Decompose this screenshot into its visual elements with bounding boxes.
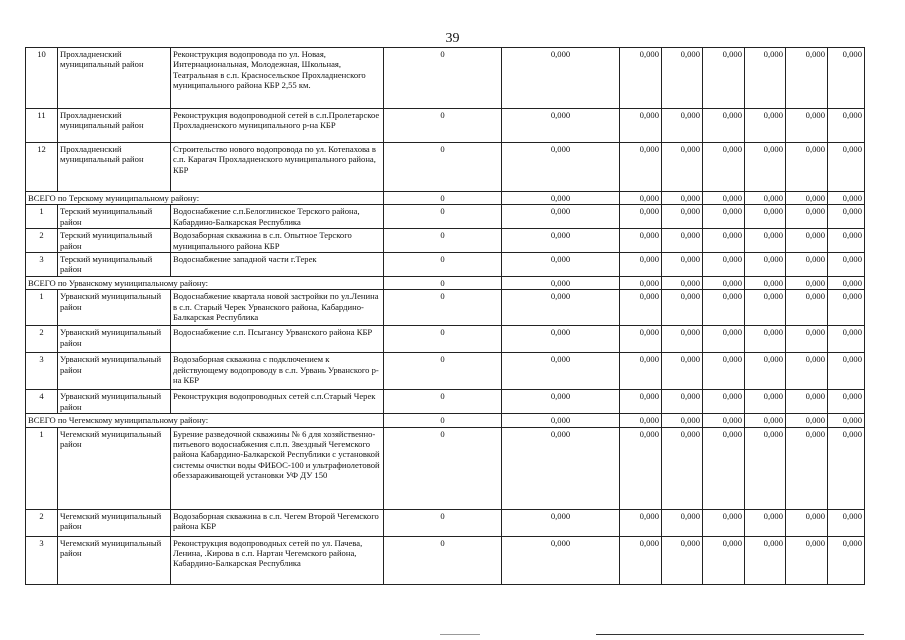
district-cell: Урванский муниципальный район [58,326,171,353]
value-cell: 0,000 [786,253,828,277]
value-cell: 0,000 [662,326,703,353]
value-total: 0,000 [502,143,620,192]
value-total: 0,000 [502,276,620,289]
value-cell: 0,000 [786,109,828,143]
value-cell: 0,000 [828,290,865,326]
value-cell: 0,000 [703,48,745,109]
value-cell: 0,000 [703,353,745,390]
row-number: 1 [26,427,58,509]
project-description: Реконструкция водопровода по ул. Новая, Интернациональная, Молодежная, Школьная, Театральная в с.п. Красносельское Прохладненского муниципального района КБР 2,55 км. [171,48,384,109]
value-cell: 0,000 [662,48,703,109]
row-number: 1 [26,205,58,229]
value-count: 0 [384,414,502,427]
value-cell: 0,000 [828,390,865,414]
value-total: 0,000 [502,290,620,326]
value-cell: 0,000 [620,427,662,509]
value-cell: 0,000 [620,536,662,584]
table-row [26,229,865,253]
project-description: Строительство нового водопровода по ул. Котепахова в с.п. Карагач Прохладненского муниципального района, КБР [171,143,384,192]
value-cell: 0,000 [662,276,703,289]
value-cell: 0,000 [620,109,662,143]
district-cell: Чегемский муниципальный район [58,427,171,509]
value-cell: 0,000 [786,509,828,536]
value-cell: 0,000 [745,276,786,289]
value-total: 0,000 [502,509,620,536]
value-total: 0,000 [502,192,620,205]
value-cell: 0,000 [703,192,745,205]
value-cell: 0,000 [828,353,865,390]
value-cell: 0,000 [745,109,786,143]
value-cell: 0,000 [620,192,662,205]
value-cell: 0,000 [620,509,662,536]
table-row [26,253,865,277]
value-cell: 0,000 [662,109,703,143]
value-cell: 0,000 [745,536,786,584]
value-cell: 0,000 [620,143,662,192]
value-cell: 0,000 [620,48,662,109]
value-count: 0 [384,509,502,536]
value-cell: 0,000 [745,509,786,536]
value-cell: 0,000 [703,326,745,353]
value-cell: 0,000 [662,253,703,277]
value-cell: 0,000 [662,143,703,192]
row-number: 11 [26,109,58,143]
table-row [26,536,865,584]
district-cell: Урванский муниципальный район [58,353,171,390]
row-number: 1 [26,290,58,326]
value-count: 0 [384,229,502,253]
table-row [26,290,865,326]
value-cell: 0,000 [786,229,828,253]
table-row [26,390,865,414]
value-cell: 0,000 [745,390,786,414]
row-number: 3 [26,253,58,277]
value-cell: 0,000 [745,290,786,326]
value-cell: 0,000 [745,229,786,253]
value-cell: 0,000 [620,276,662,289]
value-count: 0 [384,192,502,205]
project-description: Бурение разведочной скважины № 6 для хозяйственно-питьевого водоснабжения с.п.п. Звездный Чегемского района Кабардино-Балкарской Республики с установкой системы очистки воды ФИБОС-100 и ультрафиолетовой обеззараживающей установки УФ ДУ 150 [171,427,384,509]
value-cell: 0,000 [745,205,786,229]
value-count: 0 [384,390,502,414]
project-description: Водоснабжение квартала новой застройки по ул.Ленина в с.п. Старый Черек Урванского района, Кабардино-Балкарская Республика [171,290,384,326]
value-cell: 0,000 [786,48,828,109]
value-total: 0,000 [502,109,620,143]
row-number: 12 [26,143,58,192]
value-total: 0,000 [502,326,620,353]
table-row [26,109,865,143]
row-number: 2 [26,229,58,253]
footer-line [596,634,864,635]
value-cell: 0,000 [620,390,662,414]
value-cell: 0,000 [662,509,703,536]
table-row [26,205,865,229]
value-total: 0,000 [502,536,620,584]
value-cell: 0,000 [662,353,703,390]
value-count: 0 [384,253,502,277]
value-cell: 0,000 [828,414,865,427]
total-label: ВСЕГО по Терскому муниципальному району: [26,192,384,205]
value-cell: 0,000 [745,48,786,109]
district-cell: Терский муниципальный район [58,253,171,277]
district-cell: Чегемский муниципальный район [58,509,171,536]
value-total: 0,000 [502,414,620,427]
district-cell: Прохладненский муниципальный район [58,48,171,109]
row-number: 10 [26,48,58,109]
value-count: 0 [384,276,502,289]
total-label: ВСЕГО по Урванскому муниципальному району: [26,276,384,289]
value-cell: 0,000 [786,390,828,414]
value-cell: 0,000 [662,390,703,414]
value-cell: 0,000 [620,290,662,326]
value-cell: 0,000 [828,109,865,143]
project-description: Водозаборная скважина в с.п. Чегем Второй Чегемского района КБР [171,509,384,536]
value-cell: 0,000 [620,353,662,390]
value-cell: 0,000 [745,253,786,277]
project-description: Водоснабжение с.п. Псыгансу Урванского района КБР [171,326,384,353]
project-description: Водозаборная скважина с подключением к действующему водопроводу в с.п. Урвань Урванского р-на КБР [171,353,384,390]
funding-table [25,47,865,585]
value-cell: 0,000 [828,509,865,536]
row-number: 2 [26,509,58,536]
table-row [26,326,865,353]
value-count: 0 [384,427,502,509]
value-cell: 0,000 [662,290,703,326]
value-cell: 0,000 [828,326,865,353]
district-cell: Терский муниципальный район [58,229,171,253]
row-number: 2 [26,326,58,353]
value-cell: 0,000 [703,253,745,277]
value-cell: 0,000 [786,326,828,353]
value-cell: 0,000 [828,276,865,289]
value-cell: 0,000 [662,205,703,229]
value-cell: 0,000 [745,427,786,509]
value-cell: 0,000 [786,205,828,229]
value-count: 0 [384,205,502,229]
total-label: ВСЕГО по Чегемскому муниципальному району: [26,414,384,427]
value-cell: 0,000 [620,253,662,277]
table-row [26,143,865,192]
value-count: 0 [384,143,502,192]
value-count: 0 [384,48,502,109]
value-cell: 0,000 [703,276,745,289]
district-cell: Урванский муниципальный район [58,290,171,326]
project-description: Реконструкция водопроводных сетей с.п.Старый Черек [171,390,384,414]
project-description: Водозаборная скважина в с.п. Опытное Терского муниципального района КБР [171,229,384,253]
value-cell: 0,000 [662,192,703,205]
row-number: 4 [26,390,58,414]
table-body [26,48,865,585]
value-total: 0,000 [502,390,620,414]
value-count: 0 [384,290,502,326]
value-cell: 0,000 [786,143,828,192]
value-cell: 0,000 [703,290,745,326]
value-cell: 0,000 [703,536,745,584]
table-row [26,427,865,509]
value-cell: 0,000 [828,536,865,584]
value-cell: 0,000 [662,427,703,509]
value-total: 0,000 [502,253,620,277]
value-cell: 0,000 [828,143,865,192]
value-cell: 0,000 [828,253,865,277]
value-cell: 0,000 [745,353,786,390]
district-cell: Прохладненский муниципальный район [58,143,171,192]
value-count: 0 [384,353,502,390]
project-description: Реконструкция водопроводной сетей в с.п.Пролетарское Прохладненского муниципального р-на КБР [171,109,384,143]
total-row [26,192,865,205]
value-cell: 0,000 [828,192,865,205]
value-cell: 0,000 [745,414,786,427]
value-cell: 0,000 [662,229,703,253]
district-cell: Терский муниципальный район [58,205,171,229]
value-cell: 0,000 [703,427,745,509]
project-description: Водоснабжение западной части г.Терек [171,253,384,277]
value-cell: 0,000 [620,205,662,229]
value-cell: 0,000 [828,427,865,509]
value-cell: 0,000 [703,143,745,192]
value-cell: 0,000 [662,414,703,427]
value-cell: 0,000 [745,192,786,205]
value-cell: 0,000 [786,427,828,509]
value-cell: 0,000 [662,536,703,584]
value-cell: 0,000 [828,48,865,109]
value-cell: 0,000 [745,143,786,192]
value-total: 0,000 [502,205,620,229]
value-cell: 0,000 [828,205,865,229]
value-cell: 0,000 [620,326,662,353]
table-row [26,509,865,536]
value-total: 0,000 [502,229,620,253]
project-description: Реконструкция водопроводных сетей по ул. Пачева, Ленина, .Кирова в с.п. Нартан Чегемского района, Кабардино-Балкарская Республика [171,536,384,584]
table-row [26,353,865,390]
district-cell: Урванский муниципальный район [58,390,171,414]
footer-mark [440,634,480,635]
value-count: 0 [384,326,502,353]
value-count: 0 [384,536,502,584]
value-total: 0,000 [502,353,620,390]
value-cell: 0,000 [703,109,745,143]
value-cell: 0,000 [786,414,828,427]
value-cell: 0,000 [620,229,662,253]
total-row [26,276,865,289]
value-total: 0,000 [502,427,620,509]
value-cell: 0,000 [703,414,745,427]
value-total: 0,000 [502,48,620,109]
value-cell: 0,000 [620,414,662,427]
total-row [26,414,865,427]
value-cell: 0,000 [828,229,865,253]
value-cell: 0,000 [786,192,828,205]
value-count: 0 [384,109,502,143]
page-number: 39 [445,31,460,46]
district-cell: Прохладненский муниципальный район [58,109,171,143]
value-cell: 0,000 [786,276,828,289]
value-cell: 0,000 [703,229,745,253]
value-cell: 0,000 [703,390,745,414]
row-number: 3 [26,536,58,584]
value-cell: 0,000 [703,509,745,536]
value-cell: 0,000 [745,326,786,353]
district-cell: Чегемский муниципальный район [58,536,171,584]
value-cell: 0,000 [786,353,828,390]
project-description: Водоснабжение с.п.Белоглинское Терского района, Кабардино-Балкарская Республика [171,205,384,229]
value-cell: 0,000 [786,536,828,584]
table-row [26,48,865,109]
value-cell: 0,000 [703,205,745,229]
row-number: 3 [26,353,58,390]
value-cell: 0,000 [786,290,828,326]
